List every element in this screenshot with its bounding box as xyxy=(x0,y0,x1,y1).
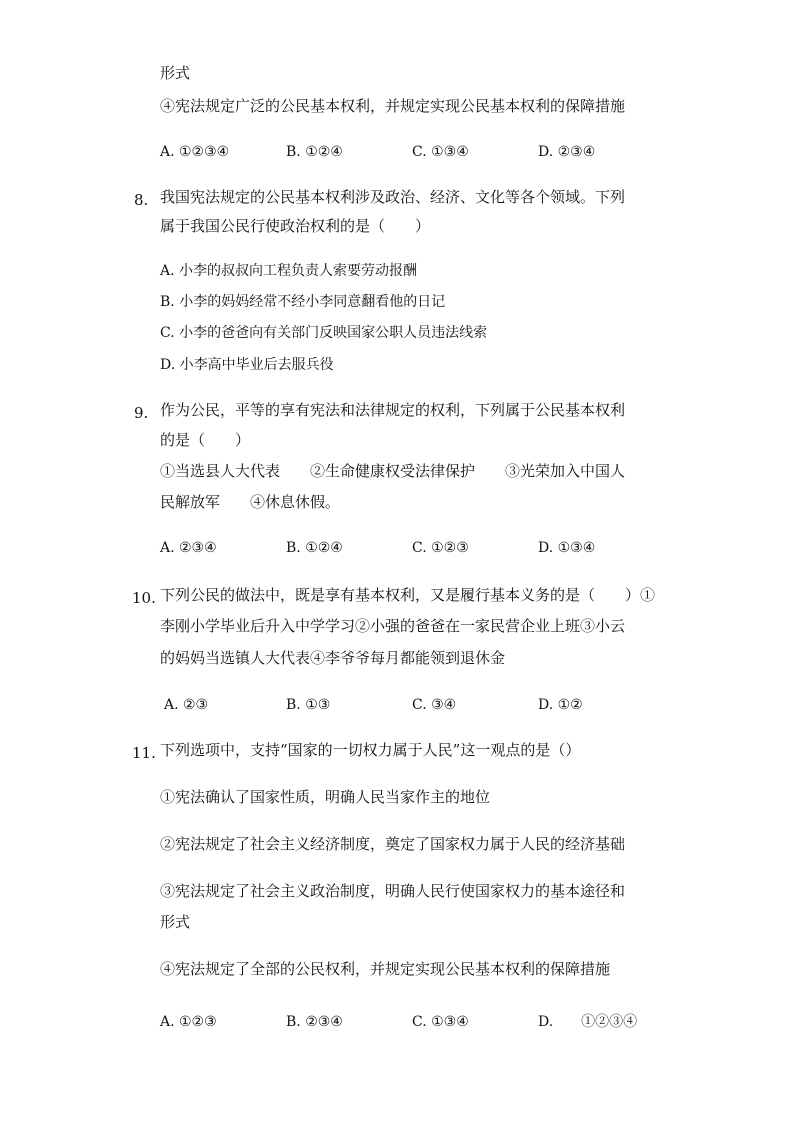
q10-number: 10. xyxy=(132,589,156,607)
q7-item-4: ④宪法规定广泛的公民基本权利，并规定实现公民基本权利的保障措施 xyxy=(160,97,626,115)
q9-stem-line1: 作为公民，平等的享有宪法和法律规定的权利，下列属于公民基本权利 xyxy=(160,401,626,419)
q11-item-3-line1: ③宪法规定了社会主义政治制度，明确人民行使国家权力的基本途径和 xyxy=(160,882,626,900)
q8-option-a[interactable]: A. 小李的叔叔向工程负责人索要劳动报酬 xyxy=(160,263,418,279)
q10-option-c[interactable]: C. ③④ xyxy=(412,697,457,713)
q10-stem-line3: 的妈妈当选镇人大代表④李爷爷每月都能领到退休金 xyxy=(160,649,506,667)
q11-item-2: ②宪法规定了社会主义经济制度，奠定了国家权力属于人民的经济基础 xyxy=(160,835,626,853)
q10-option-d[interactable]: D. ①② xyxy=(538,697,583,713)
q8-option-b[interactable]: B. 小李的妈妈经常不经小李同意翻看他的日记 xyxy=(160,294,446,310)
q10-stem-line2: 李刚小学毕业后升入中学学习②小强的爸爸在一家民营企业上班③小云 xyxy=(160,617,626,635)
q9-option-a[interactable]: A. ②③④ xyxy=(160,540,217,556)
q7-option-b[interactable]: B. ①②④ xyxy=(286,144,343,160)
q9-option-b[interactable]: B. ①②④ xyxy=(286,540,343,556)
q8-stem-line2: 属于我国公民行使政治权利的是（ ） xyxy=(160,217,431,235)
q9-stem-line2: 的是（ ） xyxy=(160,431,251,449)
q7-option-d[interactable]: D. ②③④ xyxy=(538,144,596,160)
q11-option-d[interactable]: D. ①②③④ xyxy=(538,1014,638,1030)
q7-line-form: 形式 xyxy=(160,64,191,82)
q11-item-1: ①宪法确认了国家性质，明确人民当家作主的地位 xyxy=(160,788,491,806)
q8-stem-line1: 我国宪法规定的公民基本权利涉及政治、经济、文化等各个领域。下列 xyxy=(160,188,626,206)
q11-option-b[interactable]: B. ②③④ xyxy=(286,1014,343,1030)
q9-number: 9. xyxy=(134,404,149,422)
q10-option-a[interactable]: A. ②③ xyxy=(164,697,209,713)
q7-option-c[interactable]: C. ①③④ xyxy=(412,144,469,160)
q11-item-3-line2: 形式 xyxy=(160,913,191,931)
q11-option-a[interactable]: A. ①②③ xyxy=(160,1014,217,1030)
q8-option-c[interactable]: C. 小李的爸爸向有关部门反映国家公职人员违法线索 xyxy=(160,325,488,341)
q10-stem-line1: 下列公民的做法中，既是享有基本权利，又是履行基本义务的是（ ）① xyxy=(160,586,656,604)
q11-stem: 下列选项中，支持“国家的一切权力属于人民”这一观点的是（） xyxy=(160,741,581,759)
q11-option-c[interactable]: C. ①③④ xyxy=(412,1014,469,1030)
q9-stem-line3: ①当选县人大代表 ②生命健康权受法律保护 ③光荣加入中国人 xyxy=(160,462,626,480)
q10-option-b[interactable]: B. ①③ xyxy=(286,697,331,713)
q7-option-a[interactable]: A. ①②③④ xyxy=(160,144,230,160)
q9-option-d[interactable]: D. ①③④ xyxy=(538,540,596,556)
q9-stem-line4: 民解放军 ④休息休假。 xyxy=(160,493,341,511)
q11-number: 11. xyxy=(132,744,156,762)
q8-option-d[interactable]: D. 小李高中毕业后去服兵役 xyxy=(160,357,334,373)
q8-number: 8. xyxy=(134,191,149,209)
q9-option-c[interactable]: C. ①②③ xyxy=(412,540,469,556)
q11-item-4: ④宪法规定了全部的公民权利，并规定实现公民基本权利的保障措施 xyxy=(160,960,611,978)
